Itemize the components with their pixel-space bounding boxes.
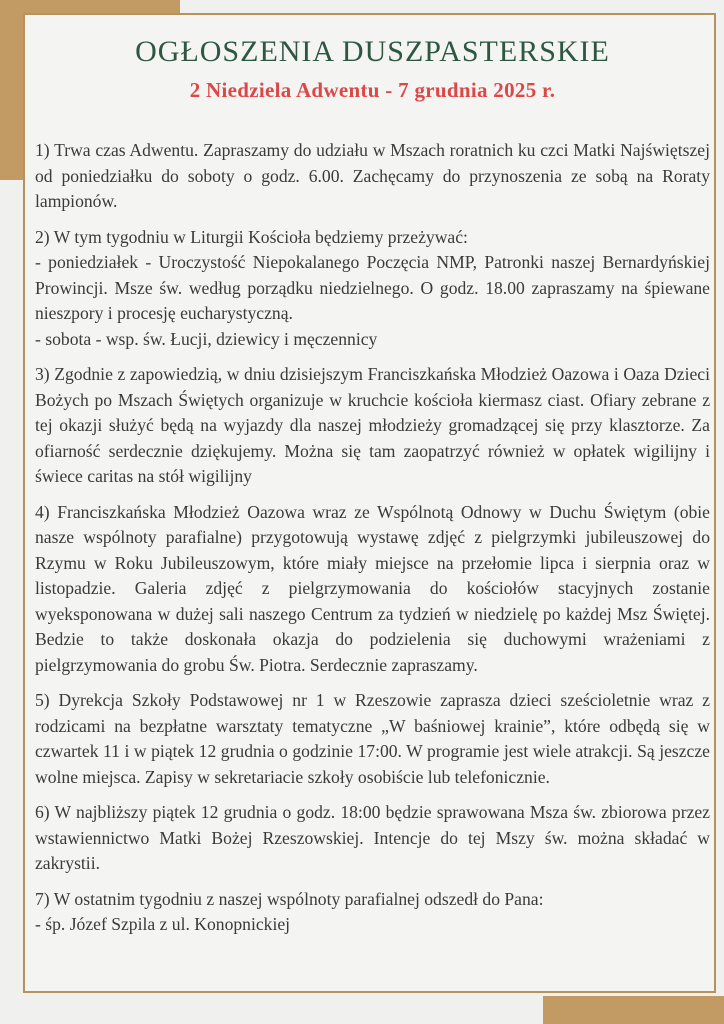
announcement-line: 2) W tym tygodniu w Liturgii Kościoła będziemy przeżywać: (35, 226, 468, 247)
announcement-line: - poniedziałek - Uroczystość Niepokalanego Poczęcia NMP, Patronki naszej Bernardyńskiej Prowincji. Msze św. według porządku niedzielnego. O godz. 18.00 zapraszamy na śpiewane nieszpory i procesję eucharystyczną. (35, 252, 710, 323)
sheet-content (25, 15, 714, 938)
announcement-paragraph-2 (35, 225, 710, 353)
announcement-line: 3) Zgodnie z zapowiedzią, w dniu dzisiejszym Franciszkańska Młodzież Oazowa i Oaza Dzieci Bożych po Mszach Świętych organizuje w kruchcie kościoła kiermasz ciast. Ofiary zebrane z tej okazji służyć będą na wyjazdy dla naszej młodzieży gromadzącej się przy klasztorze. Za ofiarność serdecznie dziękujemy. Można się tam zaopatrzyć również w opłatek wigilijny i świece caritas na stół wigilijny (35, 364, 710, 486)
announcement-list (35, 138, 710, 938)
announcement-line: 7) W ostatnim tygodniu z naszej wspólnoty parafialnej odszedł do Pana: (35, 888, 544, 909)
page-title: OGŁOSZENIA DUSZPASTERSKIE (135, 35, 610, 68)
corner-block-bottom-right (543, 996, 724, 1024)
announcement-line: 4) Franciszkańska Młodzież Oazowa wraz ze Wspólnotą Odnowy w Duchu Świętym (obie nasze wspólnoty parafialne) przygotowują wystawę zdjęć z pielgrzymki jubileuszowej do Rzymu w Roku Jubileuszowym, które miały miejsce na przełomie lipca i sierpnia oraz w listopadzie. Galeria zdjęć z pielgrzymowania do kościołów stacyjnych zostanie wyeksponowana w dużej sali naszego Centrum za tydzień w niedzielę po każdej Msz Świętej. Bedzie to także doskonała okazja do podzielenia się duchowymi wrażeniami z pielgrzymowania do grobu Św. Piotra. Serdecznie zapraszamy. (35, 501, 710, 675)
announcement-line: 1) Trwa czas Adwentu. Zapraszamy do udziału w Mszach roratnich ku czci Matki Najświętszej od poniedziałku do soboty o godz. 6.00. Zachęcamy do przynoszenia ze sobą na Roraty lampionów. (35, 140, 710, 211)
page-subtitle: 2 Niedziela Adwentu - 7 grudnia 2025 r. (189, 78, 556, 102)
announcement-line: - śp. Józef Szpila z ul. Konopnickiej (35, 914, 291, 934)
announcement-paragraph-7 (35, 887, 710, 938)
announcement-paragraph-4 (35, 500, 710, 679)
announcement-paragraph-1 (35, 138, 710, 215)
announcement-sheet (23, 13, 716, 993)
announcement-line: 5) Dyrekcja Szkoły Podstawowej nr 1 w Rzeszowie zaprasza dzieci sześcioletnie wraz z rodzicami na bezpłatne warsztaty tematyczne „W baśniowej krainie”, które odbędą się w czwartek 11 i w piątek 12 grudnia o godzinie 17:00. W programie jest wiele atrakcji. Są jeszcze wolne miejsca. Zapisy w sekretariacie szkoły osobiście lub telefonicznie. (35, 690, 710, 787)
announcement-paragraph-6 (35, 800, 710, 877)
announcement-line: - sobota - wsp. św. Łucji, dziewicy i męczennicy (35, 328, 378, 349)
announcement-paragraph-3 (35, 362, 710, 490)
announcement-paragraph-5 (35, 688, 710, 790)
announcement-line: 6) W najbliższy piątek 12 grudnia o godz. 18:00 będzie sprawowana Msza św. zbiorowa przez wstawiennictwo Matki Bożej Rzeszowskiej. Intencje do tej Mszy św. można składać w zakrystii. (35, 802, 710, 873)
